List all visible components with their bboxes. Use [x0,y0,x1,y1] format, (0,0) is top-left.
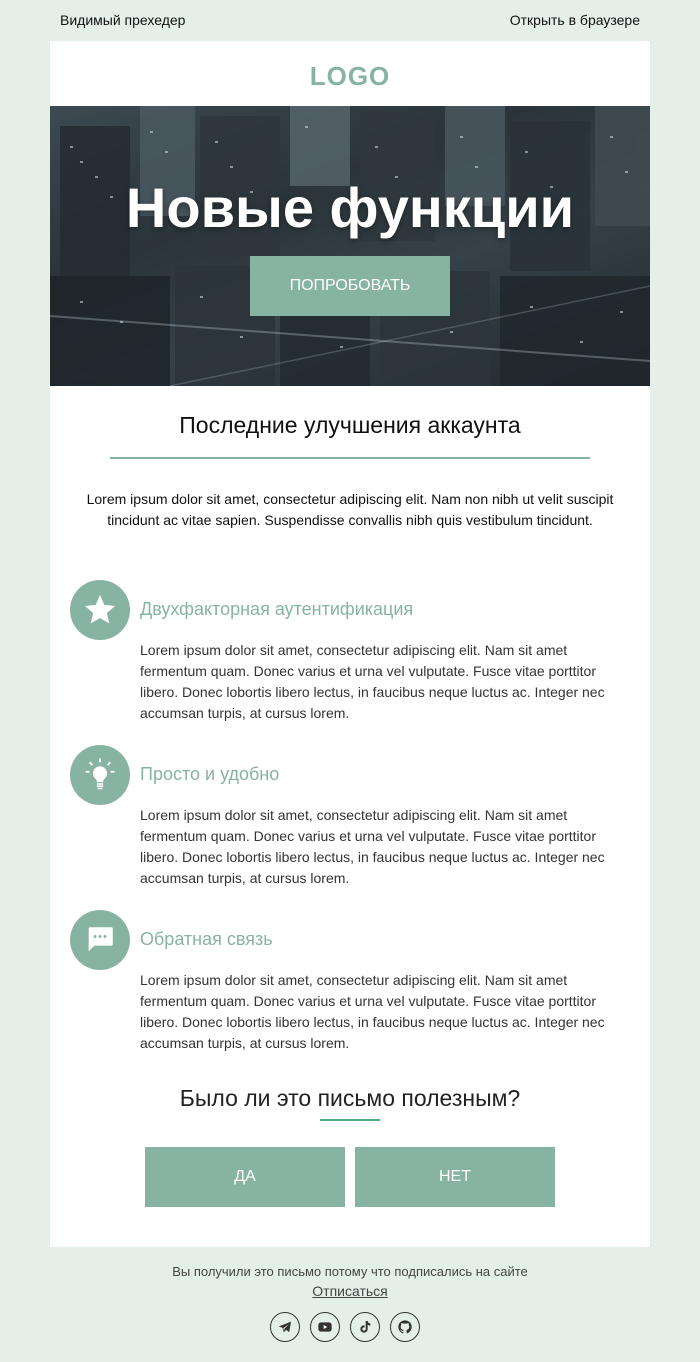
logo: LOGO [309,61,391,91]
youtube-icon[interactable] [310,1312,340,1342]
chat-bubble-icon [70,910,130,970]
tiktok-icon[interactable] [350,1312,380,1342]
feature-text: Lorem ipsum dolor sit amet, consectetur adipiscing elit. Nam sit amet fermentum quam. Donec varius et urna vel vulputate. Fusce vitae porttitor libero. Donec lobortis libero lectus, in faucibus neque luctus ac. Integer nec accumsan turpis, at cursus lorem. [140,972,605,1051]
feature-item-two-factor [70,580,630,730]
feature-text: Lorem ipsum dolor sit amet, consectetur adipiscing elit. Nam sit amet fermentum quam. Donec varius et urna vel vulputate. Fusce vitae porttitor libero. Donec lobortis libero lectus, in faucibus neque luctus ac. Integer nec accumsan turpis, at cursus lorem. [140,642,605,721]
feature-title: Просто и удобно [140,764,280,784]
section-title: Последние улучшения аккаунта [179,412,521,438]
lightbulb-icon [70,745,130,805]
github-icon[interactable] [390,1312,420,1342]
question-underline [320,1119,380,1121]
feature-title: Двухфакторная аутентификация [140,599,414,619]
no-button[interactable]: НЕТ [355,1147,555,1207]
feature-item-feedback [70,910,630,1060]
top-bar [0,0,700,40]
feature-text: Lorem ipsum dolor sit amet, consectetur adipiscing elit. Nam sit amet fermentum quam. Donec varius et urna vel vulputate. Fusce vitae porttitor libero. Donec lobortis libero lectus, in faucibus neque luctus ac. Integer nec accumsan turpis, at cursus lorem. [140,807,605,886]
feature-item-simple [70,745,630,895]
feature-title: Обратная связь [140,929,273,949]
city-background-image [50,106,650,386]
feedback-question: Было ли это письмо полезным? [179,1085,521,1111]
preheader-text: Видимый прехедер [60,12,186,28]
yes-button[interactable]: ДА [145,1147,345,1207]
open-in-browser-link[interactable]: Открыть в браузере [509,12,640,28]
hero-banner [50,106,650,386]
star-icon [70,580,130,640]
footer-text: Вы получили это письмо потому что подписались на сайте [172,1264,528,1279]
section-divider [110,457,590,459]
telegram-icon[interactable] [270,1312,300,1342]
hero-title: Новые функции [125,176,575,239]
social-links [270,1312,430,1342]
email-card [50,41,650,1247]
unsubscribe-link[interactable]: Отписаться [312,1283,388,1299]
intro-text: Lorem ipsum dolor sit amet, consectetur adipiscing elit. Nam non nibh ut velit suscipit tincidunt ac vitae sapien. Suspendisse convallis nibh quis vestibulum tincidunt. [86,491,614,528]
try-button[interactable]: ПОПРОБОВАТЬ [250,256,450,316]
